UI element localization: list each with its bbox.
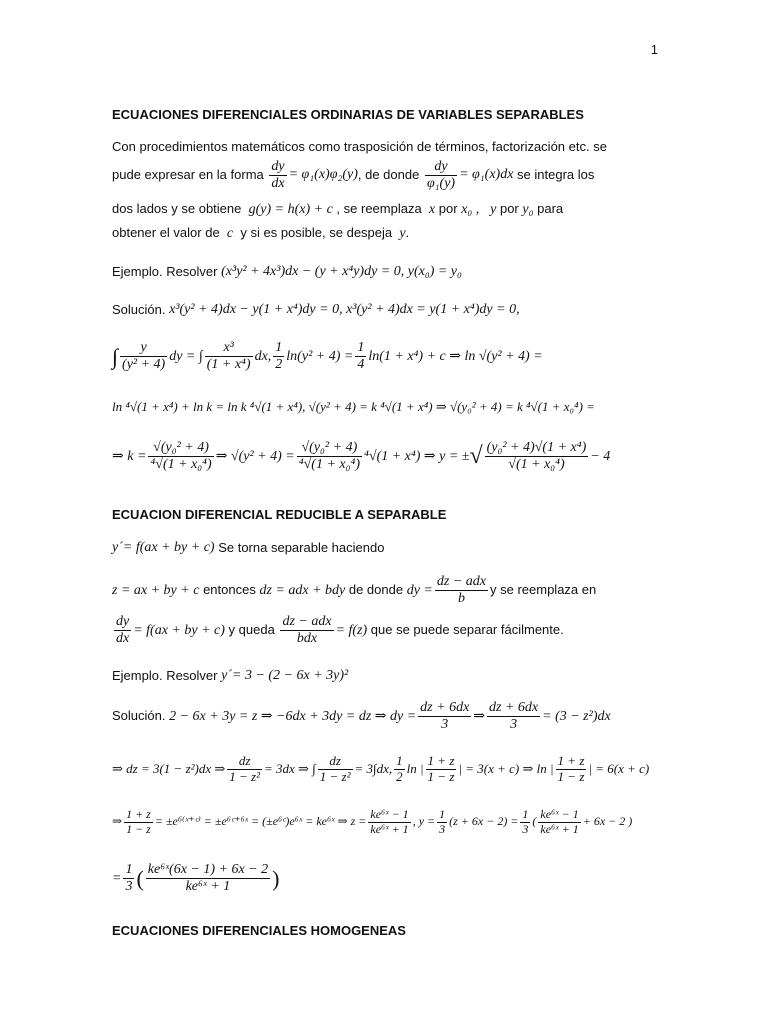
example-1-statement: Ejemplo. Resolver (x³y² + 4x³)dx − (y + x⁴y)dy = 0, y(x₀) = y₀ — [112, 263, 462, 279]
example-2-solution-line-2: ⇒ dz = 3(1 − z²)dx ⇒ $\frac{dz}{\text{1 − z²}}$ = 3dx ⇒ ∫ $\frac{dz}{\text{1 − z²}}$ = 3∫dx, $\frac{1}{2}$ ln | $\frac{1 + z}{1 - z}$ | = 3(x + c) ⇒ ln | $\frac{1 + z}{1 - z}$ | = 6(x + c) — [112, 753, 650, 784]
general-solution: g(y) = h(x) + c — [248, 202, 333, 218]
example-1-solution-line-4: ⇒ k = $\frac{\text{√(y₀² + 4)}}{\text{⁴√(1 + x₀⁴)}}$ ⇒ √(y² + 4) = $\frac{\text{√(y₀² + 4)}}{\text{⁴√(1 + x₀⁴)}}$ ⁴√(1 + x⁴) ⇒ y = ± √ $\frac{\text{(y₀² + 4)√(1 + x⁴)}}{\text{√(1 + x₀⁴)}}$ − 4 — [112, 440, 611, 473]
intro-line-4: obtener el valor de c y si es posible, se despeja y. — [112, 224, 410, 241]
separated-form: $\frac{dy}{\text{φ₁(y)}}$ = φ₁(x)dx — [426, 158, 514, 192]
example-1-solution-line-3: ln ⁴√(1 + x⁴) + ln k = ln k ⁴√(1 + x⁴), √(y² + 4) = k ⁴√(1 + x⁴) ⇒ √(y₀² + 4) = k ⁴√(1 + x₀⁴) = — [112, 399, 595, 414]
section-title-reducible: ECUACION DIFERENCIAL REDUCIBLE A SEPARABLE — [112, 507, 447, 522]
section-title-separables: ECUACIONES DIFERENCIALES ORDINARIAS DE VARIABLES SEPARABLES — [112, 107, 584, 122]
intro-line-2 — [112, 159, 672, 192]
reducible-line-2: z = ax + by + c entonces dz = adx + bdy de donde dy = $\frac{\text{dz − adx}}{b}$ y se reemplaza en — [112, 574, 597, 607]
fraction: $\frac{dy}{\text{φ₁(y)}}$ — [426, 158, 456, 192]
example-2-statement: Ejemplo. Resolver y´= 3 − (2 − 6x + 3y)² — [112, 667, 349, 683]
example-2-solution-line-1: Solución. 2 − 6x + 3y = z ⇒ −6dx + 3dy = dz ⇒ dy = $\frac{dz + 6dx}{3}$ ⇒ $\frac{dz + 6dx}{3}$ = (3 − z²)dx — [112, 700, 611, 733]
example-1-solution-line-2: ∫ $\frac{y}{\text{(y² + 4)}}$ dy = ∫ $\frac{\text{x³}}{\text{(1 + x⁴)}}$ dx, $\frac{1}{2}$ ln(y² + 4) = $\frac{1}{4}$ ln(1 + x⁴) + c ⇒ ln √(y² + 4) = — [112, 340, 543, 373]
intro-text: se integra los — [517, 167, 595, 183]
example-1-solution-line-1: Solución. x³(y² + 4)dx − y(1 + x⁴)dy = 0, x³(y² + 4)dx = y(1 + x⁴)dy = 0, — [112, 301, 520, 317]
reducible-line-1: y´= f(ax + by + c) Se torna separable haciendo — [112, 539, 385, 555]
page-number: 1 — [650, 42, 658, 57]
reducible-line-3: $\frac{dy}{dx}$ = f(ax + by + c) y queda $\frac{\text{dz − adx}}{\text{bdx}}$ = f(z) que se puede separar fácilmente. — [116, 614, 564, 647]
intro-line-3: dos lados y se obtiene g(y) = h(x) + c , se reemplaza x por x₀ , y por y₀ para — [112, 201, 564, 218]
fraction: $\frac{dy}{dx}$ — [271, 158, 285, 192]
intro-line-1: Con procedimientos matemáticos como trasposición de términos, factorización etc. se — [112, 139, 607, 154]
example-2-solution-line-4: = $\frac{1}{3}$ ( $\frac{\text{ke⁶ˣ(6x − 1) + 6x − 2}}{\text{ke⁶ˣ + 1}}$ ) — [112, 862, 280, 895]
separable-form: $\frac{dy}{dx}$ = φ₁(x)φ₂(y) — [271, 158, 358, 192]
paragraph-intro — [112, 140, 672, 246]
intro-text: pude expresar en la forma — [112, 167, 264, 183]
intro-text: , de donde — [357, 167, 420, 183]
example-2-solution-line-3: ⇒ $\frac{1 + z}{1 - z}$ = ±e⁶⁽ˣ⁺ᶜ⁾ = ±e⁶ᶜ⁺⁶ˣ = (±e⁶ᶜ)e⁶ˣ = ke⁶ˣ ⇒ z = $\frac{\text{ke⁶ˣ − 1}}{\text{ke⁶ˣ + 1}}$ , y = $\frac{1}{3}$ (z + 6x − 2) = $\frac{1}{3}$ ( $\frac{\text{ke⁶ˣ − 1}}{\text{ke⁶ˣ + 1}}$ + 6x − 2 ) — [112, 807, 633, 836]
section-title-homogeneas: ECUACIONES DIFERENCIALES HOMOGENEAS — [112, 923, 406, 938]
